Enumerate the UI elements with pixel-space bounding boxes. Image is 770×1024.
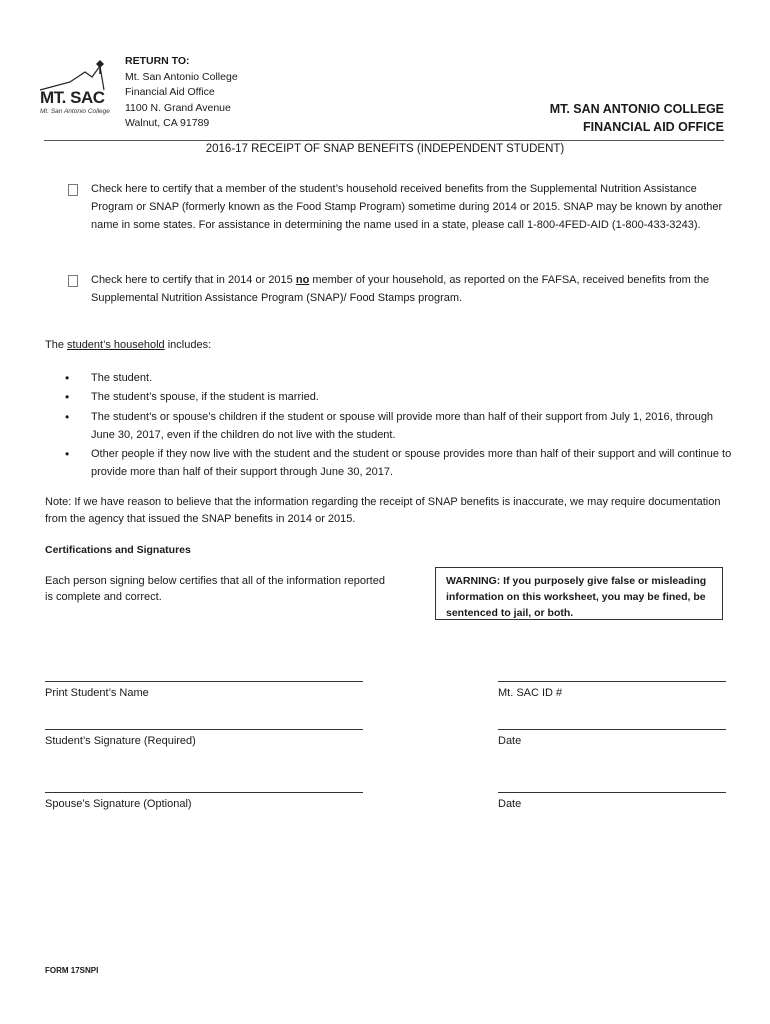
check-text-part: Check here to certify that in 2014 or 2015 [91,274,296,286]
return-label: RETURN TO: [125,55,190,67]
list-item: • The student’s spouse, if the student is married. [62,388,732,406]
id-label: Mt. SAC ID # [498,687,563,699]
list-item: • Other people if they now live with the student and the student or spouse provides more than half of their support and will continue to provide more than half of their support through June 30, 2017. [62,445,732,482]
student-name-label: Print Student’s Name [45,687,149,699]
check-text-part: member of your household, as reported on the FAFSA, received benefits from the Supplemental Nutrition Assistance Program (SNAP)/ Food Stamps program. [91,274,710,304]
household-list [62,369,732,483]
snap-not-received-option [66,272,726,308]
snap-not-received-text [91,272,726,308]
snap-received-option [66,181,726,234]
header-divider [44,140,724,141]
list-item: • The student’s or spouse’s children if the student or spouse will provide more than half of their support from July 1, 2016, through June 30, 2017, even if the children do not live with the student. [62,408,732,445]
return-address [125,54,238,132]
warning-box: WARNING: If you purposely give false or misleading information on this worksheet, you may be fined, be sentenced to jail, or both. [435,567,723,620]
household-term: student’s household [67,339,165,351]
return-line: Mt. San Antonio College [125,70,238,83]
college-logo [30,60,110,122]
emphasis-no: no [295,274,310,286]
college-header [550,101,724,136]
return-line: Walnut, CA 91789 [125,117,210,129]
logo-wordmark: MT. SAC [40,88,105,107]
snap-received-checkbox[interactable] [68,184,78,196]
spouse-signature-label: Spouse’s Signature (Optional) [45,798,192,810]
date-line[interactable] [498,729,726,730]
form-number: FORM 17SNPI [45,966,99,975]
date-label: Date [498,798,522,810]
note-paragraph: Note: If we have reason to believe that the information regarding the receipt of SNAP benefits is inaccurate, we may require documentation from the agency that issued the SNAP benefits in 2014 or 2015. [45,496,721,525]
form-title: 2016-17 RECEIPT OF SNAP BENEFITS (INDEPENDENT STUDENT) [205,143,565,155]
return-line: 1100 N. Grand Avenue [125,101,231,114]
snap-not-received-checkbox[interactable] [68,275,78,287]
college-name: MT. SAN ANTONIO COLLEGE [549,102,724,116]
student-signature-line[interactable] [45,729,363,730]
list-item: • The student. [62,369,732,387]
intro-text: includes: [164,339,212,351]
logo-tagline: Mt. San Antonio College [40,108,110,115]
snap-received-text: Check here to certify that a member of the student’s household received benefits from the Supplemental Nutrition Assistance Program or SNAP (formerly known as the Food Stamp Program) sometime during 2014 or 2015. SNAP may be known by another name in some states. For assistance in determining the name used in a state, please call 1-800-4FED-AID (1-800-433-3243). [91,183,723,231]
spouse-signature-line[interactable] [45,792,363,793]
date-label: Date [498,735,522,747]
student-name-line[interactable] [45,681,363,682]
certifications-heading: Certifications and Signatures [45,544,191,556]
certification-statement: Each person signing below certifies that all of the information reported is complete and correct. [45,575,385,604]
intro-text: The [45,339,68,351]
id-line[interactable] [498,681,726,682]
household-intro [45,339,211,351]
date-line[interactable] [498,792,726,793]
office-name: FINANCIAL AID OFFICE [583,119,724,134]
return-line: Financial Aid Office [125,86,215,98]
student-signature-label: Student’s Signature (Required) [45,735,196,747]
